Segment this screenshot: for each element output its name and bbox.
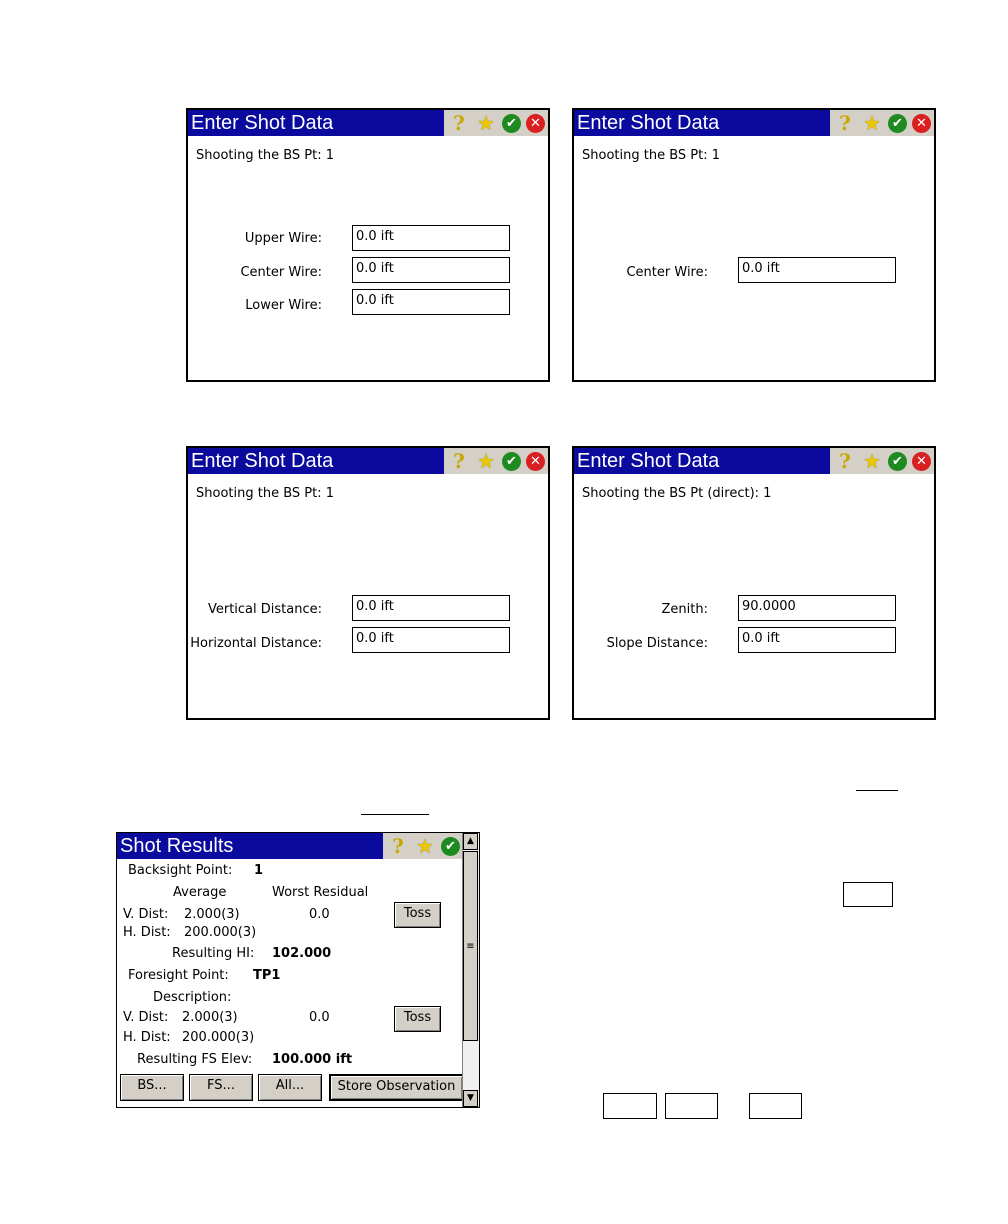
- shot-results-window: [116, 832, 480, 1108]
- worst-residual-header: Worst Residual: [272, 885, 369, 900]
- fs-hdist-label: H. Dist:: [123, 1030, 171, 1045]
- vertical-distance-input[interactable]: 0.0 ift: [352, 595, 510, 621]
- key-box: [843, 882, 893, 907]
- zenith-label: Zenith:: [661, 602, 708, 617]
- bs-vdist-value: 2.000(3): [184, 907, 240, 922]
- underline-mark: [361, 814, 429, 815]
- close-icon[interactable]: ✕: [526, 114, 545, 133]
- bs-vdist-residual: 0.0: [309, 907, 330, 922]
- resulting-hi-label: Resulting HI:: [172, 946, 255, 961]
- enter-shot-data-window-1: [186, 108, 550, 382]
- bs-toss-button[interactable]: Toss: [394, 902, 441, 928]
- close-icon[interactable]: ✕: [912, 452, 931, 471]
- bs-hdist-value: 200.000(3): [184, 925, 257, 940]
- zenith-input[interactable]: 90.0000: [738, 595, 896, 621]
- fs-vdist-value: 2.000(3): [182, 1010, 238, 1025]
- resulting-fs-elev-value: 100.000 ift: [272, 1052, 353, 1067]
- window-title: Enter Shot Data: [191, 112, 334, 134]
- center-wire-label: Center Wire:: [240, 265, 322, 280]
- title-bar-icons: [830, 110, 934, 136]
- horizontal-distance-label: Horizontal Distance:: [190, 636, 322, 651]
- underline-mark: [856, 790, 898, 791]
- vertical-scrollbar[interactable]: [462, 833, 479, 1107]
- center-wire-label: Center Wire:: [626, 265, 708, 280]
- fs-toss-button[interactable]: Toss: [394, 1006, 441, 1032]
- accept-check-icon[interactable]: ✔: [502, 114, 521, 133]
- key-box: [665, 1093, 718, 1119]
- favorite-star-icon[interactable]: ★: [477, 111, 495, 135]
- accept-check-icon[interactable]: ✔: [888, 114, 907, 133]
- resulting-fs-elev-label: Resulting FS Elev:: [137, 1052, 253, 1067]
- help-icon[interactable]: ?: [839, 111, 851, 135]
- slope-distance-label: Slope Distance:: [606, 636, 708, 651]
- fs-button[interactable]: FS...: [189, 1074, 253, 1101]
- shot-results-body: [117, 859, 463, 1107]
- favorite-star-icon[interactable]: ★: [863, 111, 881, 135]
- backsight-label: Backsight Point:: [128, 863, 233, 878]
- shooting-point-text: Shooting the BS Pt: 1: [196, 486, 334, 501]
- shooting-point-text: Shooting the BS Pt: 1: [582, 148, 720, 163]
- center-wire-input[interactable]: 0.0 ift: [352, 257, 510, 283]
- fs-hdist-value: 200.000(3): [182, 1030, 255, 1045]
- all-button[interactable]: All...: [258, 1074, 322, 1101]
- center-wire-input[interactable]: 0.0 ift: [738, 257, 896, 283]
- help-icon[interactable]: ?: [839, 449, 851, 473]
- resulting-hi-value: 102.000: [272, 946, 332, 961]
- key-box: [749, 1093, 802, 1119]
- key-box: [603, 1093, 657, 1119]
- upper-wire-label: Upper Wire:: [244, 231, 322, 246]
- title-bar: [117, 833, 463, 859]
- close-icon[interactable]: ✕: [526, 452, 545, 471]
- help-icon[interactable]: ?: [453, 449, 465, 473]
- average-header: Average: [173, 885, 227, 900]
- foresight-value: TP1: [253, 968, 281, 983]
- enter-shot-data-window-2: [572, 108, 936, 382]
- help-icon[interactable]: ?: [392, 834, 404, 858]
- window-title: Enter Shot Data: [577, 450, 720, 472]
- title-bar: [188, 110, 548, 136]
- enter-shot-data-window-4: [572, 446, 936, 720]
- horizontal-distance-input[interactable]: 0.0 ift: [352, 627, 510, 653]
- bs-vdist-label: V. Dist:: [123, 907, 169, 922]
- fs-vdist-residual: 0.0: [309, 1010, 330, 1025]
- favorite-star-icon[interactable]: ★: [477, 449, 495, 473]
- accept-check-icon[interactable]: ✔: [502, 452, 521, 471]
- close-icon[interactable]: ✕: [912, 114, 931, 133]
- backsight-value: 1: [254, 863, 264, 878]
- close-check-icon[interactable]: ✔: [441, 837, 460, 856]
- window-title: Shot Results: [120, 835, 234, 857]
- bs-hdist-label: H. Dist:: [123, 925, 171, 940]
- enter-shot-data-window-3: [186, 446, 550, 720]
- shooting-point-text: Shooting the BS Pt: 1: [196, 148, 334, 163]
- title-bar-icons: [830, 448, 934, 474]
- title-bar: [188, 448, 548, 474]
- title-bar-icons: [444, 110, 548, 136]
- scroll-up-icon[interactable]: ▲: [463, 833, 478, 850]
- title-bar-icons: [383, 833, 463, 859]
- vertical-distance-label: Vertical Distance:: [207, 602, 322, 617]
- slope-distance-input[interactable]: 0.0 ift: [738, 627, 896, 653]
- window-title: Enter Shot Data: [191, 450, 334, 472]
- upper-wire-input[interactable]: 0.0 ift: [352, 225, 510, 251]
- bs-button[interactable]: BS...: [120, 1074, 184, 1101]
- title-bar: [574, 110, 934, 136]
- shooting-point-text: Shooting the BS Pt (direct): 1: [582, 486, 772, 501]
- lower-wire-label: Lower Wire:: [245, 298, 322, 313]
- favorite-star-icon[interactable]: ★: [416, 834, 434, 858]
- description-label: Description:: [153, 990, 232, 1005]
- favorite-star-icon[interactable]: ★: [863, 449, 881, 473]
- scroll-down-icon[interactable]: ▼: [463, 1090, 478, 1107]
- foresight-label: Foresight Point:: [128, 968, 229, 983]
- title-bar: [574, 448, 934, 474]
- window-title: Enter Shot Data: [577, 112, 720, 134]
- help-icon[interactable]: ?: [453, 111, 465, 135]
- title-bar-icons: [444, 448, 548, 474]
- lower-wire-input[interactable]: 0.0 ift: [352, 289, 510, 315]
- accept-check-icon[interactable]: ✔: [888, 452, 907, 471]
- store-observation-button[interactable]: Store Observation: [329, 1074, 464, 1101]
- scroll-thumb[interactable]: ≡: [463, 851, 478, 1041]
- fs-vdist-label: V. Dist:: [123, 1010, 169, 1025]
